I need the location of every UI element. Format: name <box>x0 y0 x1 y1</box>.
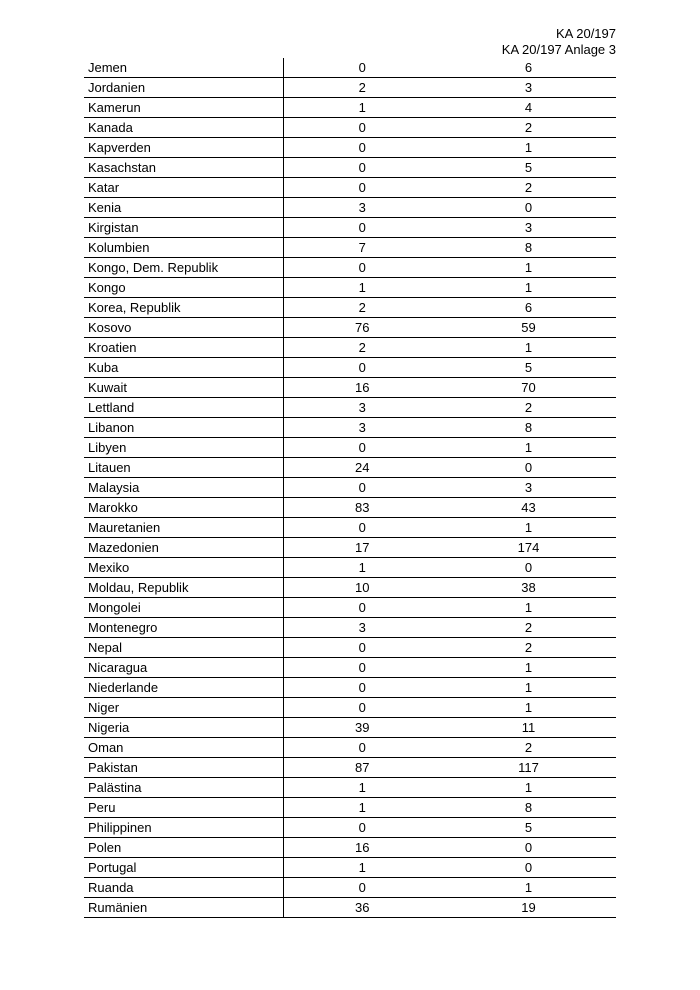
table-row <box>84 838 616 858</box>
country-cell: Litauen <box>84 458 283 478</box>
value-b-cell: 4 <box>441 98 616 118</box>
country-cell: Peru <box>84 798 283 818</box>
country-cell: Nicaragua <box>84 658 283 678</box>
country-cell: Kamerun <box>84 98 283 118</box>
table-row <box>84 158 616 178</box>
value-b-cell: 43 <box>441 498 616 518</box>
table-row <box>84 58 616 78</box>
table-row <box>84 618 616 638</box>
country-cell: Kuwait <box>84 378 283 398</box>
table-row <box>84 778 616 798</box>
country-cell: Mazedonien <box>84 538 283 558</box>
value-a-cell: 2 <box>283 78 441 98</box>
value-b-cell: 117 <box>441 758 616 778</box>
value-a-cell: 16 <box>283 838 441 858</box>
value-b-cell: 1 <box>441 278 616 298</box>
value-a-cell: 1 <box>283 798 441 818</box>
value-b-cell: 8 <box>441 238 616 258</box>
table-body <box>84 58 616 918</box>
table-row <box>84 318 616 338</box>
table-row <box>84 198 616 218</box>
value-a-cell: 0 <box>283 818 441 838</box>
country-cell: Libyen <box>84 438 283 458</box>
country-cell: Malaysia <box>84 478 283 498</box>
value-a-cell: 0 <box>283 878 441 898</box>
country-cell: Kuba <box>84 358 283 378</box>
value-b-cell: 19 <box>441 898 616 918</box>
country-cell: Kanada <box>84 118 283 138</box>
table-row <box>84 438 616 458</box>
table-row <box>84 638 616 658</box>
value-a-cell: 16 <box>283 378 441 398</box>
value-a-cell: 0 <box>283 478 441 498</box>
country-cell: Moldau, Republik <box>84 578 283 598</box>
table-row <box>84 118 616 138</box>
table-row <box>84 358 616 378</box>
value-a-cell: 3 <box>283 198 441 218</box>
country-cell: Polen <box>84 838 283 858</box>
table-row <box>84 178 616 198</box>
value-a-cell: 76 <box>283 318 441 338</box>
document-header <box>502 26 616 58</box>
table-row <box>84 518 616 538</box>
value-b-cell: 3 <box>441 78 616 98</box>
value-b-cell: 6 <box>441 58 616 78</box>
value-b-cell: 1 <box>441 678 616 698</box>
country-cell: Libanon <box>84 418 283 438</box>
table-row <box>84 278 616 298</box>
value-a-cell: 0 <box>283 358 441 378</box>
value-b-cell: 3 <box>441 218 616 238</box>
country-cell: Palästina <box>84 778 283 798</box>
value-a-cell: 0 <box>283 658 441 678</box>
table-row <box>84 218 616 238</box>
value-b-cell: 3 <box>441 478 616 498</box>
value-a-cell: 0 <box>283 698 441 718</box>
value-b-cell: 1 <box>441 438 616 458</box>
table-row <box>84 458 616 478</box>
value-b-cell: 8 <box>441 798 616 818</box>
table-row <box>84 78 616 98</box>
country-cell: Kroatien <box>84 338 283 358</box>
value-a-cell: 7 <box>283 238 441 258</box>
country-cell: Kenia <box>84 198 283 218</box>
value-b-cell: 1 <box>441 138 616 158</box>
value-a-cell: 0 <box>283 638 441 658</box>
country-cell: Mauretanien <box>84 518 283 538</box>
value-b-cell: 5 <box>441 158 616 178</box>
table-row <box>84 258 616 278</box>
country-cell: Korea, Republik <box>84 298 283 318</box>
country-cell: Katar <box>84 178 283 198</box>
value-b-cell: 0 <box>441 838 616 858</box>
value-a-cell: 1 <box>283 98 441 118</box>
country-cell: Mongolei <box>84 598 283 618</box>
country-cell: Lettland <box>84 398 283 418</box>
country-cell: Jordanien <box>84 78 283 98</box>
country-cell: Niger <box>84 698 283 718</box>
country-cell: Portugal <box>84 858 283 878</box>
country-cell: Oman <box>84 738 283 758</box>
value-b-cell: 1 <box>441 878 616 898</box>
value-b-cell: 0 <box>441 458 616 478</box>
value-a-cell: 2 <box>283 338 441 358</box>
table-row <box>84 338 616 358</box>
value-a-cell: 0 <box>283 598 441 618</box>
table-row <box>84 718 616 738</box>
value-b-cell: 1 <box>441 598 616 618</box>
value-b-cell: 2 <box>441 738 616 758</box>
country-cell: Kosovo <box>84 318 283 338</box>
table-row <box>84 478 616 498</box>
value-b-cell: 2 <box>441 638 616 658</box>
table-row <box>84 538 616 558</box>
document-reference: KA 20/197 <box>556 26 616 41</box>
table-row <box>84 498 616 518</box>
table-row <box>84 678 616 698</box>
table-row <box>84 558 616 578</box>
value-b-cell: 1 <box>441 658 616 678</box>
country-cell: Nepal <box>84 638 283 658</box>
value-a-cell: 3 <box>283 418 441 438</box>
table-row <box>84 798 616 818</box>
country-cell: Marokko <box>84 498 283 518</box>
value-a-cell: 0 <box>283 58 441 78</box>
table-row <box>84 598 616 618</box>
table-row <box>84 738 616 758</box>
value-a-cell: 10 <box>283 578 441 598</box>
table-row <box>84 818 616 838</box>
table-row <box>84 758 616 778</box>
country-cell: Montenegro <box>84 618 283 638</box>
value-b-cell: 174 <box>441 538 616 558</box>
value-a-cell: 1 <box>283 858 441 878</box>
country-cell: Jemen <box>84 58 283 78</box>
country-cell: Kapverden <box>84 138 283 158</box>
country-cell: Nigeria <box>84 718 283 738</box>
value-a-cell: 83 <box>283 498 441 518</box>
document-attachment-reference: KA 20/197 Anlage 3 <box>501 42 616 57</box>
country-cell: Kongo, Dem. Republik <box>84 258 283 278</box>
value-b-cell: 38 <box>441 578 616 598</box>
value-a-cell: 3 <box>283 398 441 418</box>
country-cell: Kongo <box>84 278 283 298</box>
value-b-cell: 0 <box>441 558 616 578</box>
country-cell: Niederlande <box>84 678 283 698</box>
value-a-cell: 0 <box>283 678 441 698</box>
value-a-cell: 0 <box>283 738 441 758</box>
table-row <box>84 398 616 418</box>
value-b-cell: 2 <box>441 618 616 638</box>
value-a-cell: 1 <box>283 558 441 578</box>
value-a-cell: 0 <box>283 518 441 538</box>
country-cell: Pakistan <box>84 758 283 778</box>
country-table <box>84 58 616 918</box>
country-cell: Mexiko <box>84 558 283 578</box>
value-a-cell: 36 <box>283 898 441 918</box>
value-b-cell: 2 <box>441 118 616 138</box>
value-a-cell: 0 <box>283 178 441 198</box>
data-table <box>84 58 616 918</box>
table-row <box>84 898 616 918</box>
value-a-cell: 1 <box>283 778 441 798</box>
table-row <box>84 418 616 438</box>
value-a-cell: 0 <box>283 438 441 458</box>
value-b-cell: 1 <box>441 778 616 798</box>
value-a-cell: 0 <box>283 218 441 238</box>
country-cell: Kasachstan <box>84 158 283 178</box>
value-a-cell: 87 <box>283 758 441 778</box>
value-b-cell: 8 <box>441 418 616 438</box>
table-row <box>84 658 616 678</box>
value-b-cell: 0 <box>441 198 616 218</box>
value-a-cell: 3 <box>283 618 441 638</box>
value-a-cell: 1 <box>283 278 441 298</box>
table-row <box>84 878 616 898</box>
value-a-cell: 0 <box>283 138 441 158</box>
value-b-cell: 70 <box>441 378 616 398</box>
table-row <box>84 98 616 118</box>
table-row <box>84 138 616 158</box>
value-a-cell: 24 <box>283 458 441 478</box>
table-row <box>84 858 616 878</box>
country-cell: Philippinen <box>84 818 283 838</box>
table-row <box>84 578 616 598</box>
value-a-cell: 17 <box>283 538 441 558</box>
value-b-cell: 5 <box>441 358 616 378</box>
country-cell: Kolumbien <box>84 238 283 258</box>
country-cell: Ruanda <box>84 878 283 898</box>
value-b-cell: 2 <box>441 178 616 198</box>
value-a-cell: 0 <box>283 258 441 278</box>
value-b-cell: 59 <box>441 318 616 338</box>
value-b-cell: 6 <box>441 298 616 318</box>
value-b-cell: 5 <box>441 818 616 838</box>
table-row <box>84 238 616 258</box>
value-b-cell: 1 <box>441 338 616 358</box>
country-cell: Kirgistan <box>84 218 283 238</box>
value-b-cell: 11 <box>441 718 616 738</box>
value-b-cell: 2 <box>441 398 616 418</box>
value-b-cell: 1 <box>441 698 616 718</box>
table-row <box>84 698 616 718</box>
value-a-cell: 39 <box>283 718 441 738</box>
value-a-cell: 2 <box>283 298 441 318</box>
table-row <box>84 378 616 398</box>
value-b-cell: 1 <box>441 258 616 278</box>
value-b-cell: 0 <box>441 858 616 878</box>
table-row <box>84 298 616 318</box>
value-a-cell: 0 <box>283 158 441 178</box>
country-cell: Rumänien <box>84 898 283 918</box>
value-b-cell: 1 <box>441 518 616 538</box>
value-a-cell: 0 <box>283 118 441 138</box>
